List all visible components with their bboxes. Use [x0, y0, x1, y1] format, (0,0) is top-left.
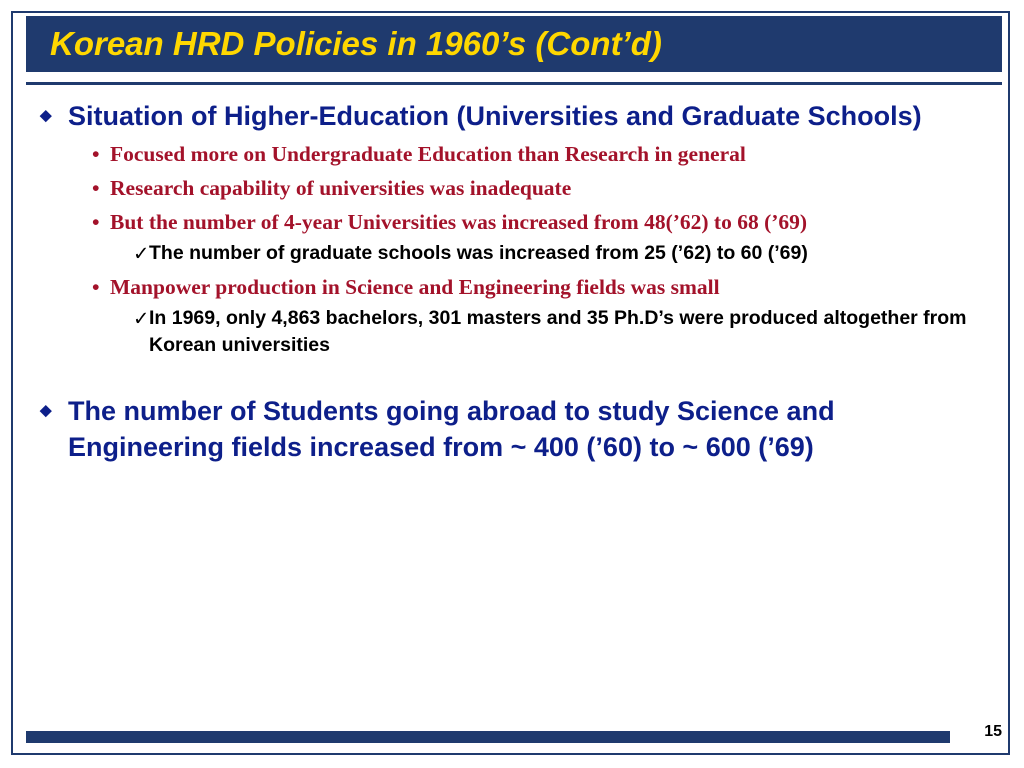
dot-bullet-icon: • [92, 176, 100, 200]
diamond-bullet-icon: ◆ [40, 107, 52, 124]
bullet-higher-education [40, 98, 990, 134]
check-item-text: The number of graduate schools was increased from 25 (’62) to 60 (’69) [149, 242, 808, 264]
dot-bullet-icon: • [92, 142, 100, 166]
dot-bullet-icon: • [92, 210, 100, 234]
sub-bullet-research-capability [92, 174, 990, 202]
bullet-text: Situation of Higher-Education (Universities and Graduate Schools) [68, 101, 922, 131]
slide-content [40, 98, 990, 465]
check-item-graduate-schools [133, 240, 990, 267]
sub-bullet-text: But the number of 4-year Universities was increased from 48(’62) to 68 (’69) [110, 210, 808, 234]
sub-bullet-university-count [92, 208, 990, 236]
sub-bullet-manpower-production [92, 273, 990, 301]
bullet-text: The number of Students going abroad to study Science and Engineering fields increased from ~ 400 (’60) to ~ 600 (’69) [68, 396, 835, 462]
checkmark-icon: ✓ [133, 307, 150, 330]
sub-bullet-undergraduate-focus [92, 140, 990, 168]
dot-bullet-icon: • [92, 275, 100, 299]
title-underline [26, 82, 1002, 85]
sub-bullet-text: Focused more on Undergraduate Education than Research in general [110, 142, 746, 166]
section-spacer [40, 359, 990, 393]
sub-bullet-text: Manpower production in Science and Engineering fields was small [110, 275, 720, 299]
sub-bullet-text: Research capability of universities was inadequate [110, 176, 572, 200]
page-number: 15 [984, 723, 1002, 740]
diamond-bullet-icon: ◆ [40, 402, 52, 419]
check-item-1969-graduates [133, 305, 990, 359]
bullet-students-abroad [40, 393, 990, 465]
footer-bar [26, 731, 950, 743]
slide-title: Korean HRD Policies in 1960’s (Cont’d) [50, 25, 662, 62]
check-item-text: In 1969, only 4,863 bachelors, 301 masters and 35 Ph.D’s were produced altogether from Korean universities [149, 307, 967, 356]
checkmark-icon: ✓ [133, 242, 150, 265]
